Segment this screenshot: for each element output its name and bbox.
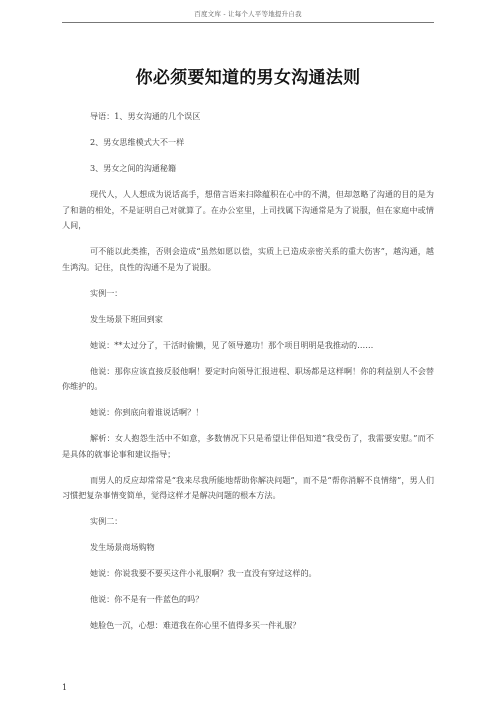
paragraph-example-1-scene: 发生场景下班回到家 bbox=[90, 313, 163, 324]
paragraph-she-said-3: 她说：你说我要不要买这件小礼服啊？我一直没有穿过这样的。 bbox=[90, 568, 317, 578]
document-body bbox=[62, 109, 434, 644]
document-title: 你必须要知道的男女沟通法则 bbox=[135, 68, 361, 88]
paragraph-she-reaction: 她脸色一沉，心想：难道我在你心里不值得多买一件礼服？ bbox=[90, 620, 301, 630]
paragraph-intro-3: 3、男女之间的沟通秘籍 bbox=[90, 163, 177, 173]
paragraph-example-1-heading: 实例一： bbox=[90, 287, 123, 298]
paragraph-intro-2: 2、男女思维模式大不一样 bbox=[90, 137, 185, 147]
paragraph-he-said-1: 他说：那你应该直接反驳他啊！要定时向领导汇报进程、职场都是这样啊！你的利益别人不会替你维护的。 bbox=[62, 365, 434, 391]
paragraph-intro-1: 导语：1、男女沟通的几个误区 bbox=[90, 111, 201, 121]
paragraph-no-analogy: 可不能以此类推，否则会造成“虽然如愿以偿，实质上已造成亲密关系的重大伤害”，越沟通，越生鸿沟。记住，良性的沟通不是为了说服。 bbox=[62, 246, 434, 272]
paragraph-example-2-scene: 发生场景商场购物 bbox=[90, 542, 155, 552]
header-divider bbox=[62, 22, 434, 23]
paragraph-she-said-2: 她说：你到底向着谁说话啊？！ bbox=[90, 407, 204, 417]
page-number: 1 bbox=[62, 683, 68, 692]
paragraph-he-said-2: 他说：你不是有一件蓝色的吗？ bbox=[90, 594, 204, 604]
page-header: 百度文库 - 让每个人平等地提升自我 bbox=[194, 10, 302, 18]
paragraph-modern-people: 现代人，人人想成为说话高手，想借言语来扫除蕴积在心中的不满，但却忽略了沟通的目的是为了和谐的相处，不是证明自己对就算了。在办公室里，上司找属下沟通常是为了说服，但在家庭中或情人间， bbox=[62, 189, 434, 230]
paragraph-she-said-1: 她说：**太过分了，干活时偷懒，见了领导邀功！那个项目明明是我推动的…… bbox=[90, 339, 374, 350]
paragraph-analysis-2: 而男人的反应却常常是“我来尽我所能地帮助你解决问题”，而不是“帮你消解不良情绪”，男人们习惯把复杂事情变简单，觉得这样才是解决问题的根本方法。 bbox=[62, 474, 434, 500]
paragraph-analysis-1: 解析：女人抱怨生活中不如意，多数情况下只是希望让伴侣知道“我受伤了，我需要安慰。”而不是具体的就事论事和建议指导； bbox=[62, 433, 434, 459]
paragraph-example-2-heading: 实例二： bbox=[90, 516, 123, 526]
